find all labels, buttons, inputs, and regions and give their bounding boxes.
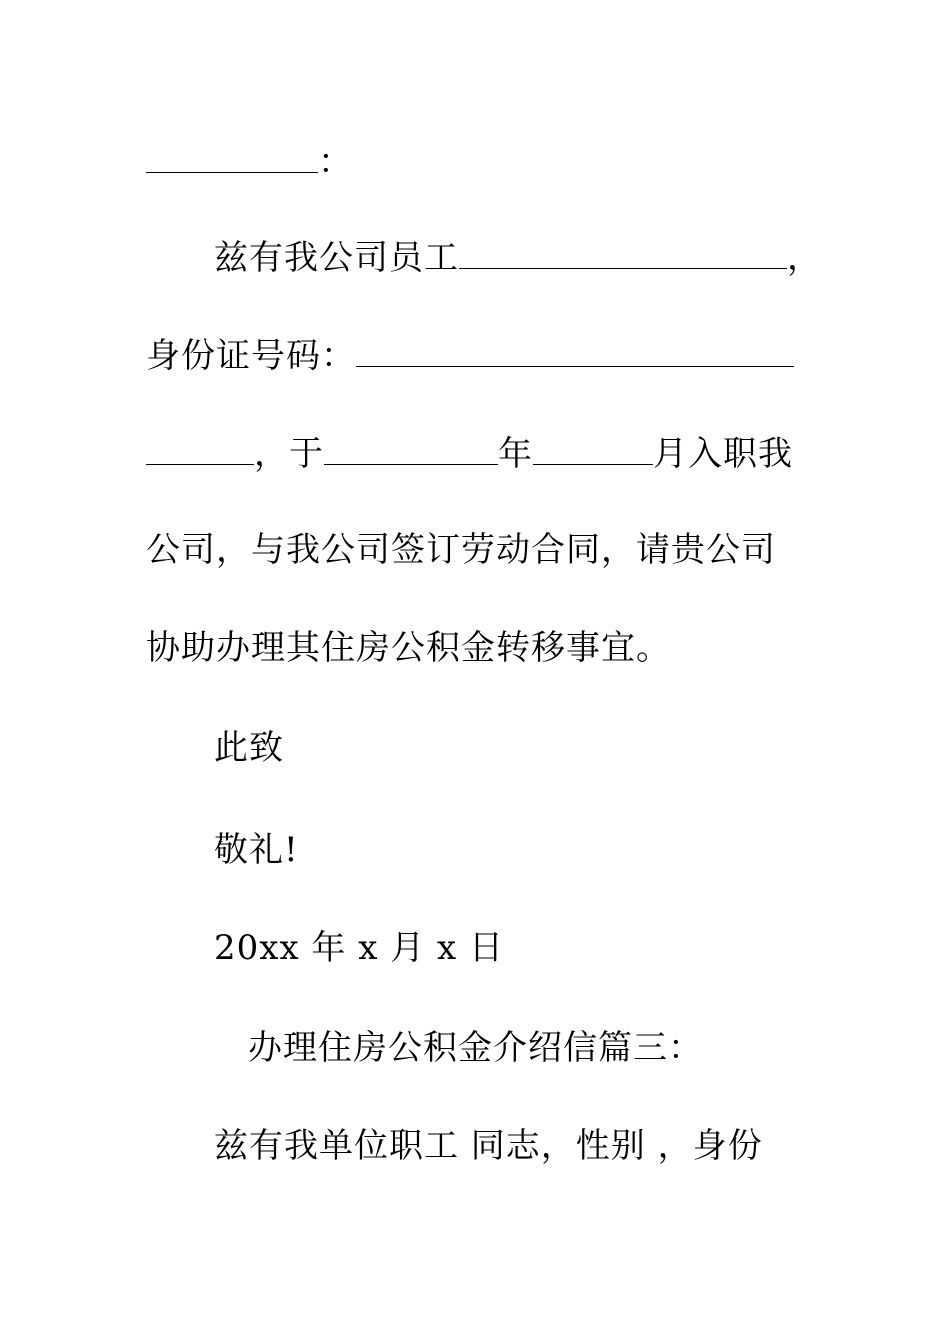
year-blank [324, 432, 498, 465]
id-number-blank [356, 334, 794, 367]
closing-jingli: 敬礼! [214, 830, 299, 870]
paragraph-line-1 [214, 236, 822, 278]
intro-text: 兹有我公司员工 [214, 238, 459, 278]
paragraph-line-4: 公司，与我公司签订劳动合同，请贵公司 [146, 530, 776, 570]
recipient-blank [146, 140, 318, 173]
intro-comma: ， [787, 238, 822, 278]
paragraph-line-2 [146, 334, 794, 376]
salutation-colon: ： [318, 142, 353, 182]
paragraph-line-6: 兹有我单位职工 同志，性别 ，身份 [214, 1126, 763, 1166]
section-title: 办理住房公积金介绍信篇三： [248, 1028, 703, 1068]
id-number-blank-continued [146, 432, 254, 465]
id-number-label: 身份证号码： [146, 336, 356, 376]
paragraph-line-5: 协助办理其住房公积金转移事宜。 [146, 628, 671, 668]
letter-date: 20xx 年 x 月 x 日 [214, 928, 505, 968]
month-join-text: 月入职我 [653, 434, 793, 474]
employee-name-blank [459, 236, 787, 269]
month-blank [533, 432, 653, 465]
closing-cizhi: 此致 [214, 728, 284, 768]
salutation-line [146, 140, 353, 182]
year-text: 年 [498, 434, 533, 474]
yu-text: ，于 [254, 434, 324, 474]
paragraph-line-3 [146, 432, 793, 474]
